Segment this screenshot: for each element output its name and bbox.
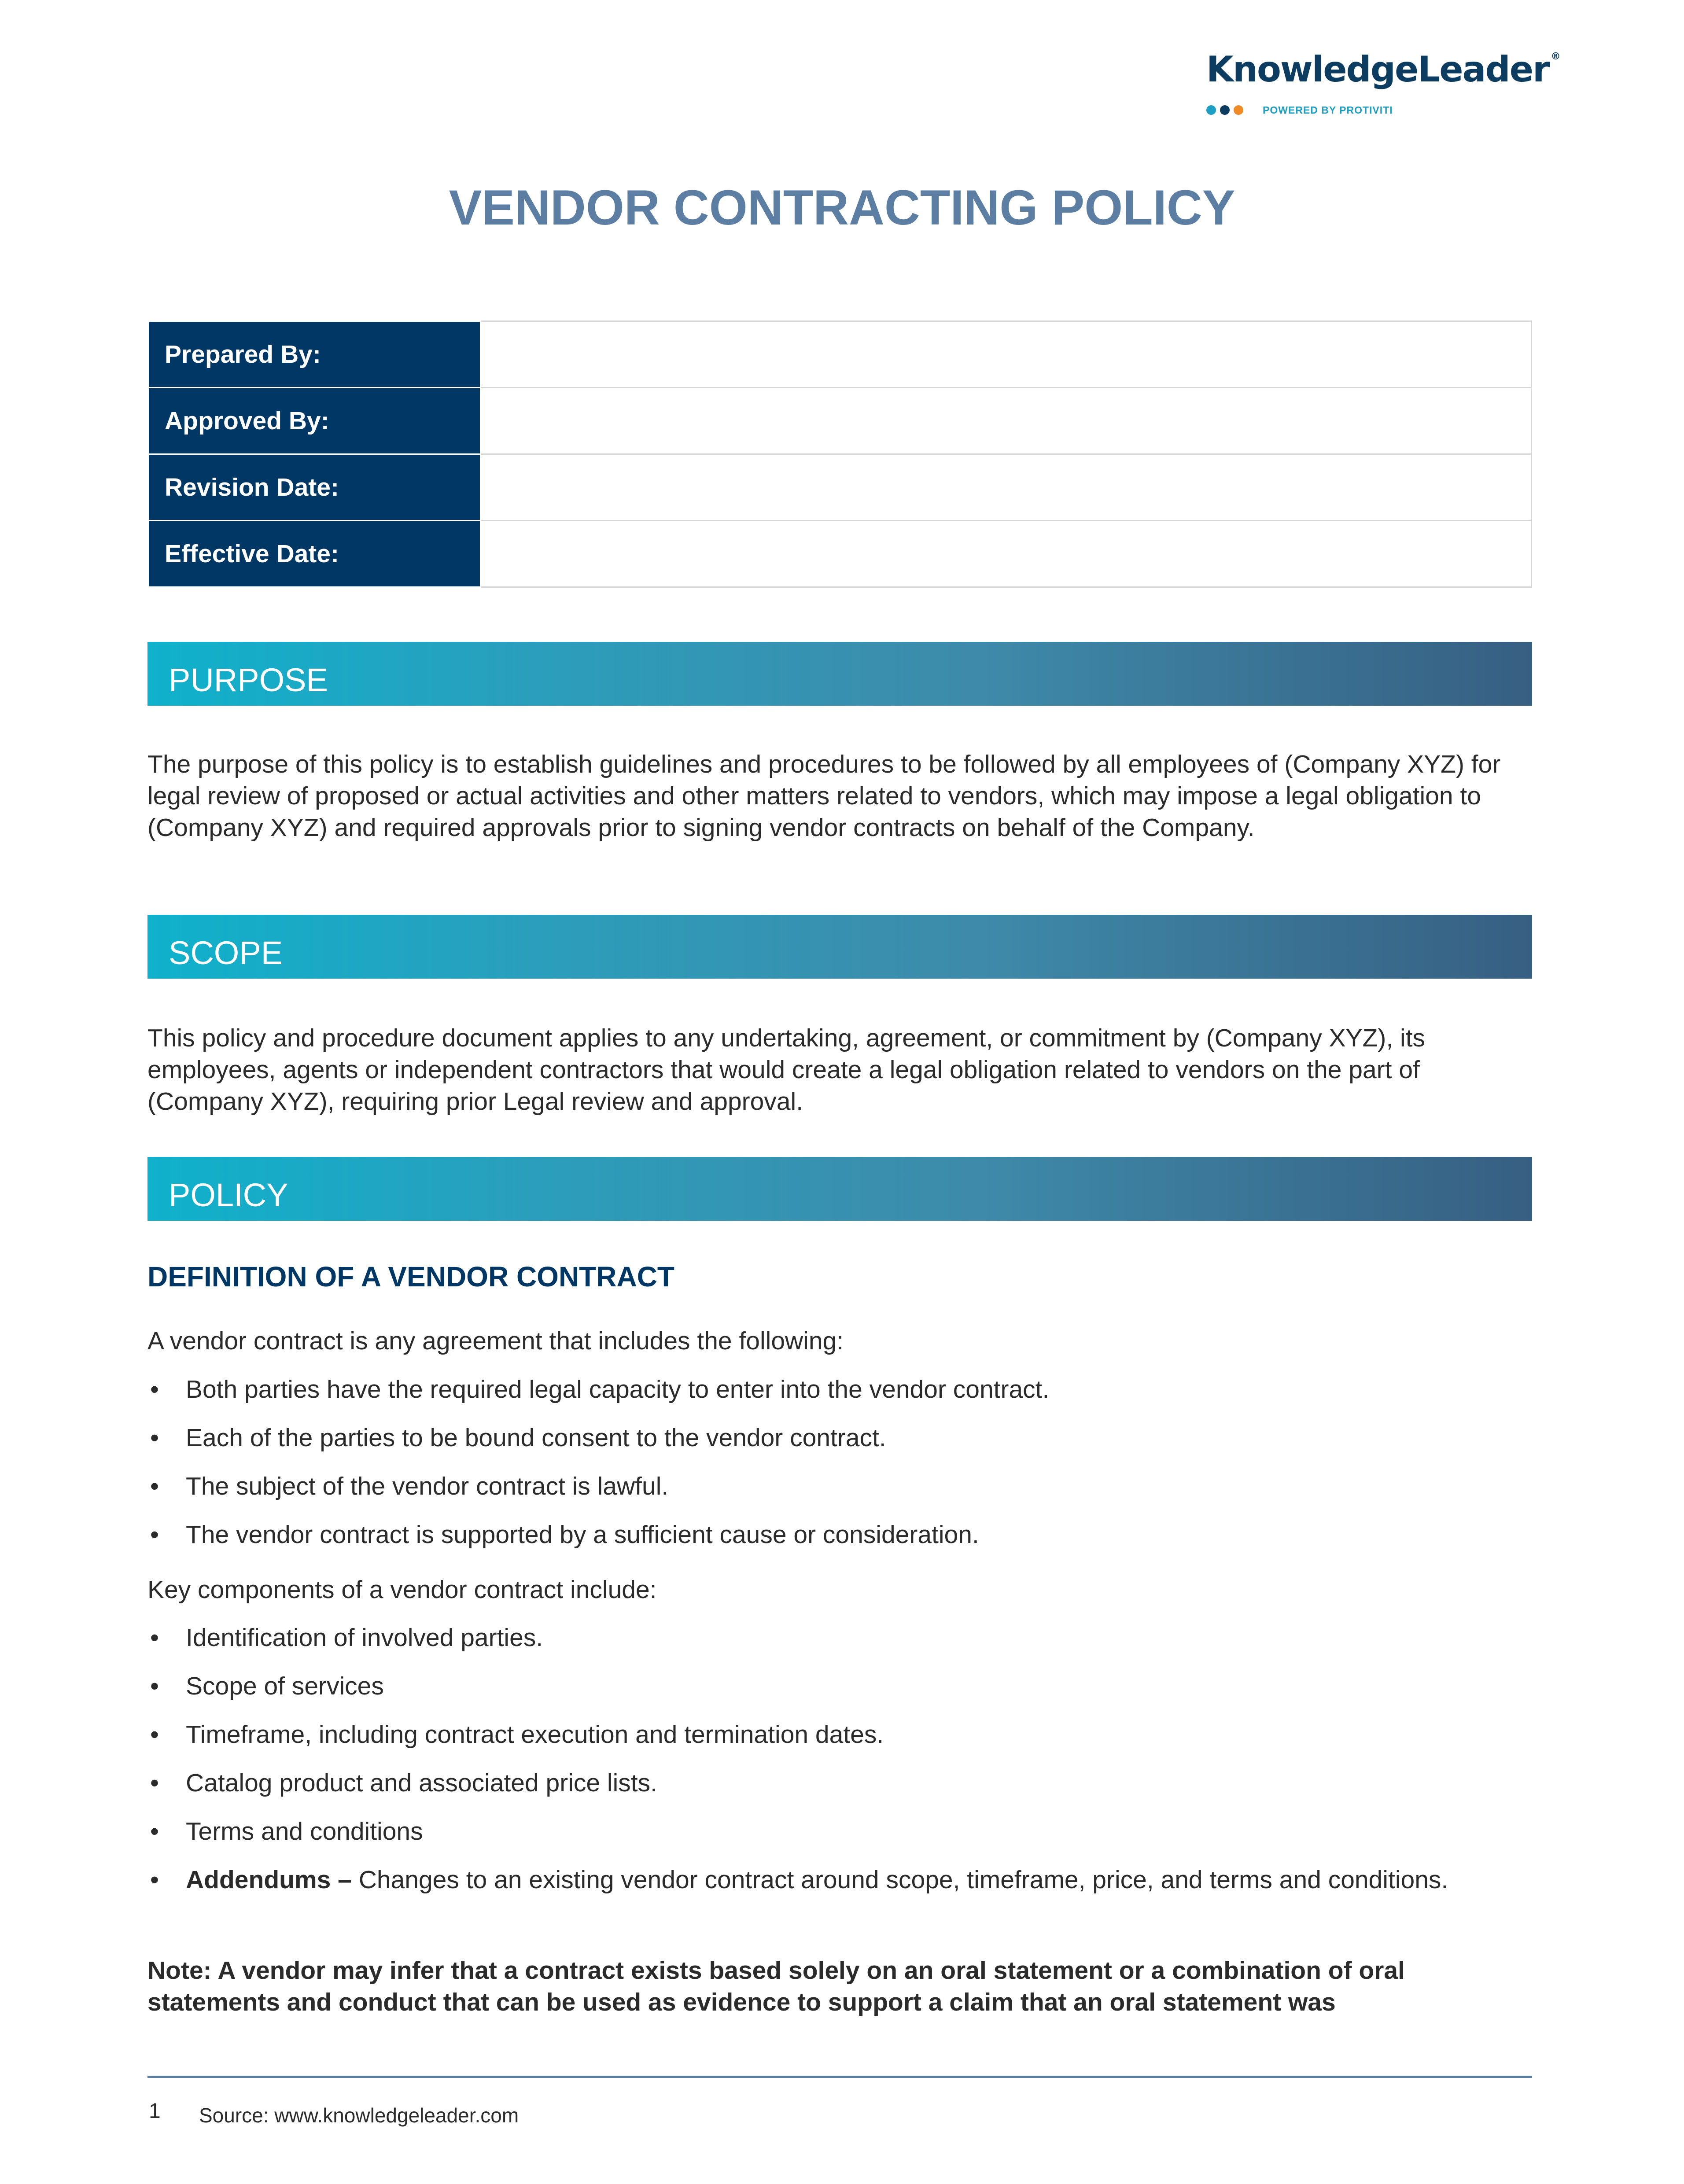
list-item: • Both parties have the required legal capacity to enter into the vendor contract. [147, 1374, 1532, 1405]
logo-dot [1220, 105, 1230, 115]
meta-row [148, 521, 1532, 587]
list-item: • Terms and conditions [147, 1816, 1532, 1847]
meta-value-prepared-by [481, 321, 1532, 388]
bullet-icon: • [150, 1472, 159, 1500]
section-heading-text: PURPOSE [169, 662, 328, 698]
logo-dot [1234, 105, 1243, 115]
note-paragraph: Note: A vendor may infer that a contract exists based solely on an oral statement or a combination of oral statements and conduct that can be used as evidence to support a claim that an oral statement was [147, 1956, 1405, 2016]
bullet-icon: • [150, 1817, 159, 1845]
document-meta-table [147, 320, 1532, 588]
bullet-icon: • [150, 1672, 159, 1700]
footer-divider [147, 2076, 1532, 2078]
scope-paragraph: This policy and procedure document applies to any undertaking, agreement, or commitment by (Company XYZ), its employees, agents or independent contractors that would create a legal obligation related to vendors on the part of (Company XYZ), requiring prior Legal review and approval. [147, 1024, 1426, 1116]
purpose-paragraph: The purpose of this policy is to establish guidelines and procedures to be followed by all employees of (Company XYZ) for legal review of proposed or actual activities and other matters related to vendors, which may impose a legal obligation to (Company XYZ) and required approvals prior to signing vendor contracts on behalf of the Company. [147, 750, 1501, 842]
logo-wordmark: KnowledgeLeader ® [1206, 49, 1560, 90]
footer-source: Source: www.knowledgeleader.com [199, 2104, 519, 2127]
document-title: VENDOR CONTRACTING POLICY [449, 180, 1235, 235]
page-number: 1 [149, 2099, 161, 2123]
bullet-icon: • [150, 1375, 159, 1403]
meta-row [148, 454, 1532, 521]
section-heading-scope [147, 915, 1532, 979]
list-item: • Scope of services [147, 1670, 1532, 1702]
meta-label-approved-by: Approved By: [148, 388, 481, 454]
bullet-icon: • [150, 1720, 159, 1749]
bullet-icon: • [150, 1521, 159, 1549]
section-heading-text: SCOPE [169, 935, 283, 971]
meta-label-effective-date: Effective Date: [148, 521, 481, 587]
meta-value-approved-by [481, 388, 1532, 454]
components-intro: Key components of a vendor contract include: [147, 1576, 657, 1604]
addendum-text: Changes to an existing vendor contract around scope, timeframe, price, and terms and conditions. [351, 1866, 1448, 1894]
logo-dot [1206, 105, 1216, 115]
logo-subline [1206, 101, 1393, 119]
list-item: • Catalog product and associated price lists. [147, 1767, 1532, 1799]
list-item: • Identification of involved parties. [147, 1622, 1532, 1654]
list-item: • The subject of the vendor contract is lawful. [147, 1470, 1532, 1502]
bullet-icon: • [150, 1769, 159, 1797]
section-heading-text: POLICY [169, 1177, 288, 1213]
meta-value-revision-date [481, 454, 1532, 521]
meta-row [148, 321, 1532, 388]
list-item: • Each of the parties to be bound consent to the vendor contract. [147, 1422, 1532, 1454]
meta-row [148, 388, 1532, 454]
list-item: • The vendor contract is supported by a sufficient cause or consideration. [147, 1519, 1532, 1551]
section-heading-purpose [147, 642, 1532, 706]
list-item: • Timeframe, including contract execution and termination dates. [147, 1719, 1532, 1750]
list-item [147, 1864, 1532, 1896]
meta-value-effective-date [481, 521, 1532, 587]
components-bullet-list [147, 1622, 1532, 1912]
meta-label-prepared-by: Prepared By: [148, 321, 481, 388]
logo-dots-icon [1206, 105, 1243, 115]
section-heading-policy [147, 1157, 1532, 1221]
bullet-icon: • [150, 1624, 159, 1652]
meta-label-revision-date: Revision Date: [148, 454, 481, 521]
bullet-icon: • [150, 1866, 159, 1894]
bullet-icon: • [150, 1424, 159, 1452]
logo-tagline: POWERED BY PROTIVITI [1263, 104, 1393, 116]
addendum-label: Addendums – [186, 1866, 352, 1894]
definition-intro: A vendor contract is any agreement that includes the following: [147, 1327, 844, 1355]
definition-bullet-list [147, 1374, 1532, 1567]
definition-subheading: DEFINITION OF A VENDOR CONTRACT [147, 1261, 674, 1293]
knowledgeleader-logo [1206, 49, 1560, 127]
